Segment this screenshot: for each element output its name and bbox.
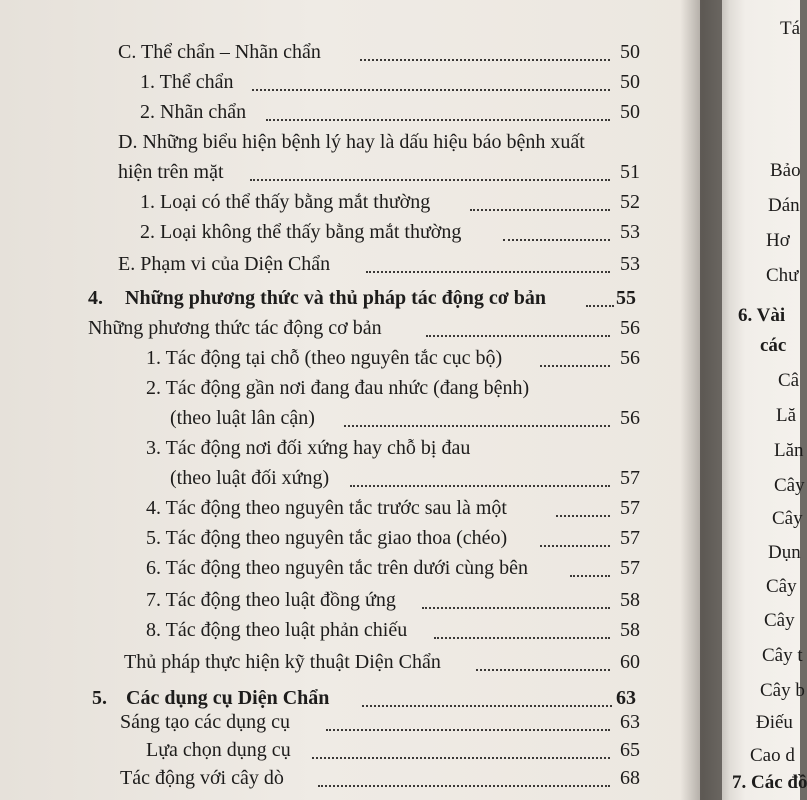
leader-dots [326, 729, 610, 731]
toc-entry-title: 5. Tác động theo nguyên tắc giao thoa (chéo) [146, 527, 508, 549]
toc-entry [170, 406, 315, 430]
right-page-text: 6. Vài [738, 305, 786, 326]
toc-entry-title: 8. Tác động theo luật phản chiếu [146, 619, 408, 641]
toc-page-number: 65 [620, 739, 640, 761]
toc-page-number: 53 [620, 221, 640, 243]
toc-page-number: 50 [620, 101, 640, 123]
toc-entry-title: Các dụng cụ Diện Chẩn [126, 687, 330, 709]
right-page-text: Dụn [768, 542, 801, 563]
leader-dots [476, 669, 610, 671]
toc-page-number: 57 [620, 527, 640, 549]
leader-dots [362, 705, 612, 707]
leader-dots [470, 209, 610, 211]
toc-page-number: 51 [620, 161, 640, 183]
section-heading [88, 286, 103, 310]
leader-dots [570, 575, 610, 577]
toc-entry-title: 7. Tác động theo luật đồng ứng [146, 589, 396, 611]
toc-entry [140, 70, 234, 94]
toc-page-number: 63 [616, 687, 636, 709]
leader-dots [503, 239, 610, 241]
toc-entry-title: 1. Loại có thể thấy bằng mắt thường [140, 191, 431, 213]
toc-entry [170, 466, 329, 490]
toc-entry-title: Những phương thức tác động cơ bản [88, 317, 382, 339]
right-page-text: các [760, 335, 787, 356]
toc-entry-title: (theo luật lân cận) [170, 407, 315, 429]
toc-entry-title: 2. Tác động gần nơi đang đau nhức (đang bệnh) [146, 377, 530, 399]
right-page-text: Cây [766, 576, 797, 597]
right-page-text: Dán [768, 195, 800, 216]
toc-page-number: 50 [620, 41, 640, 63]
toc-entry-title: Sáng tạo các dụng cụ [120, 711, 290, 733]
toc-entry [118, 160, 224, 184]
toc-page-number: 57 [620, 497, 640, 519]
section-number: 5. [92, 687, 107, 709]
leader-dots [250, 179, 610, 181]
leader-dots [366, 271, 610, 273]
leader-dots [344, 425, 610, 427]
toc-page-number: 53 [620, 253, 640, 275]
right-page-text: Lăn [774, 440, 804, 461]
right-page-text: Cao d [750, 745, 795, 766]
right-page-text: Bảo [770, 160, 801, 181]
right-page-text: Cây [774, 475, 805, 496]
leader-dots [422, 607, 610, 609]
section-heading [125, 286, 546, 310]
toc-page-number: 56 [620, 317, 640, 339]
toc-entry [120, 710, 290, 734]
right-page-text: Tá [780, 18, 801, 39]
section-heading [126, 686, 329, 710]
toc-entry [146, 618, 407, 642]
toc-entry-title: 3. Tác động nơi đối xứng hay chỗ bị đau [146, 437, 471, 459]
toc-entry [124, 650, 441, 674]
toc-entry-title: 1. Thể chẩn [140, 71, 234, 93]
toc-entry [120, 766, 284, 790]
toc-entry-title: 4. Tác động theo nguyên tắc trước sau là một [146, 497, 507, 519]
leader-dots [540, 545, 610, 547]
right-page-text: Hơ [766, 230, 790, 251]
toc-entry [146, 556, 528, 580]
toc-entry-title: 6. Tác động theo nguyên tắc trên dưới cùng bên [146, 557, 529, 579]
leader-dots [360, 59, 610, 61]
toc-entry-title: Tác động với cây dò [120, 767, 284, 789]
right-page-text: Cây b [760, 680, 805, 701]
toc-entry-title: 2. Nhãn chẩn [140, 101, 247, 123]
toc-entry [140, 190, 430, 214]
leader-dots [540, 365, 610, 367]
section-number: 4. [88, 287, 103, 309]
toc-page-number: 68 [620, 767, 640, 789]
toc-entry [146, 588, 396, 612]
right-book-page [722, 0, 807, 800]
toc-page-number: 57 [620, 557, 640, 579]
leader-dots [312, 757, 610, 759]
toc-page-number: 60 [620, 651, 640, 673]
toc-entry-title: Lựa chọn dụng cụ [146, 739, 291, 761]
toc-entry [140, 100, 246, 124]
leader-dots [318, 785, 610, 787]
toc-entry [140, 220, 461, 244]
leader-dots [556, 515, 610, 517]
toc-entry-title: C. Thể chẩn – Nhãn chẩn [118, 41, 321, 63]
toc-entry [146, 738, 291, 762]
right-page-text: Lă [776, 405, 797, 426]
toc-page-number: 57 [620, 467, 640, 489]
leader-dots [266, 119, 610, 121]
toc-page-number: 56 [620, 407, 640, 429]
toc-entry-title: 2. Loại không thể thấy bằng mắt thường [140, 221, 462, 243]
toc-page-number: 63 [620, 711, 640, 733]
toc-entry-title: hiện trên mặt [118, 161, 224, 183]
toc-entry [146, 346, 502, 370]
toc-page-number: 52 [620, 191, 640, 213]
leader-dots [586, 305, 614, 307]
toc-entry [118, 252, 330, 276]
section-heading [92, 686, 107, 710]
toc-entry [146, 496, 507, 520]
right-page-text: Cây [772, 508, 803, 529]
toc-entry-title: 1. Tác động tại chỗ (theo nguyên tắc cục bộ) [146, 347, 503, 369]
right-page-text: Câ [778, 370, 800, 391]
toc-page-number: 58 [620, 619, 640, 641]
leader-dots [350, 485, 610, 487]
leader-dots [252, 89, 610, 91]
toc-entry-title: (theo luật đối xứng) [170, 467, 330, 489]
toc-entry-title: D. Những biểu hiện bệnh lý hay là dấu hiệu báo bệnh xuất [118, 131, 585, 153]
right-page-text: Cây [764, 610, 795, 631]
toc-entry [146, 526, 507, 550]
toc-page-number: 58 [620, 589, 640, 611]
toc-page-number: 55 [616, 287, 636, 309]
leader-dots [426, 335, 610, 337]
toc-entry [118, 40, 321, 64]
toc-page-number: 56 [620, 347, 640, 369]
right-page-text: Cây t [762, 645, 803, 666]
right-page-text: 7. Các đồ [732, 772, 807, 793]
toc-entry-title: E. Phạm vi của Diện Chẩn [118, 253, 331, 275]
right-page-text: Chư [766, 265, 799, 286]
toc-entry [88, 316, 382, 340]
toc-entry-title: Những phương thức và thủ pháp tác động cơ bản [125, 287, 547, 309]
toc-page-number: 50 [620, 71, 640, 93]
right-page-text: Điếu [756, 712, 793, 733]
toc-entry-title: Thủ pháp thực hiện kỹ thuật Diện Chẩn [124, 651, 441, 673]
leader-dots [434, 637, 610, 639]
